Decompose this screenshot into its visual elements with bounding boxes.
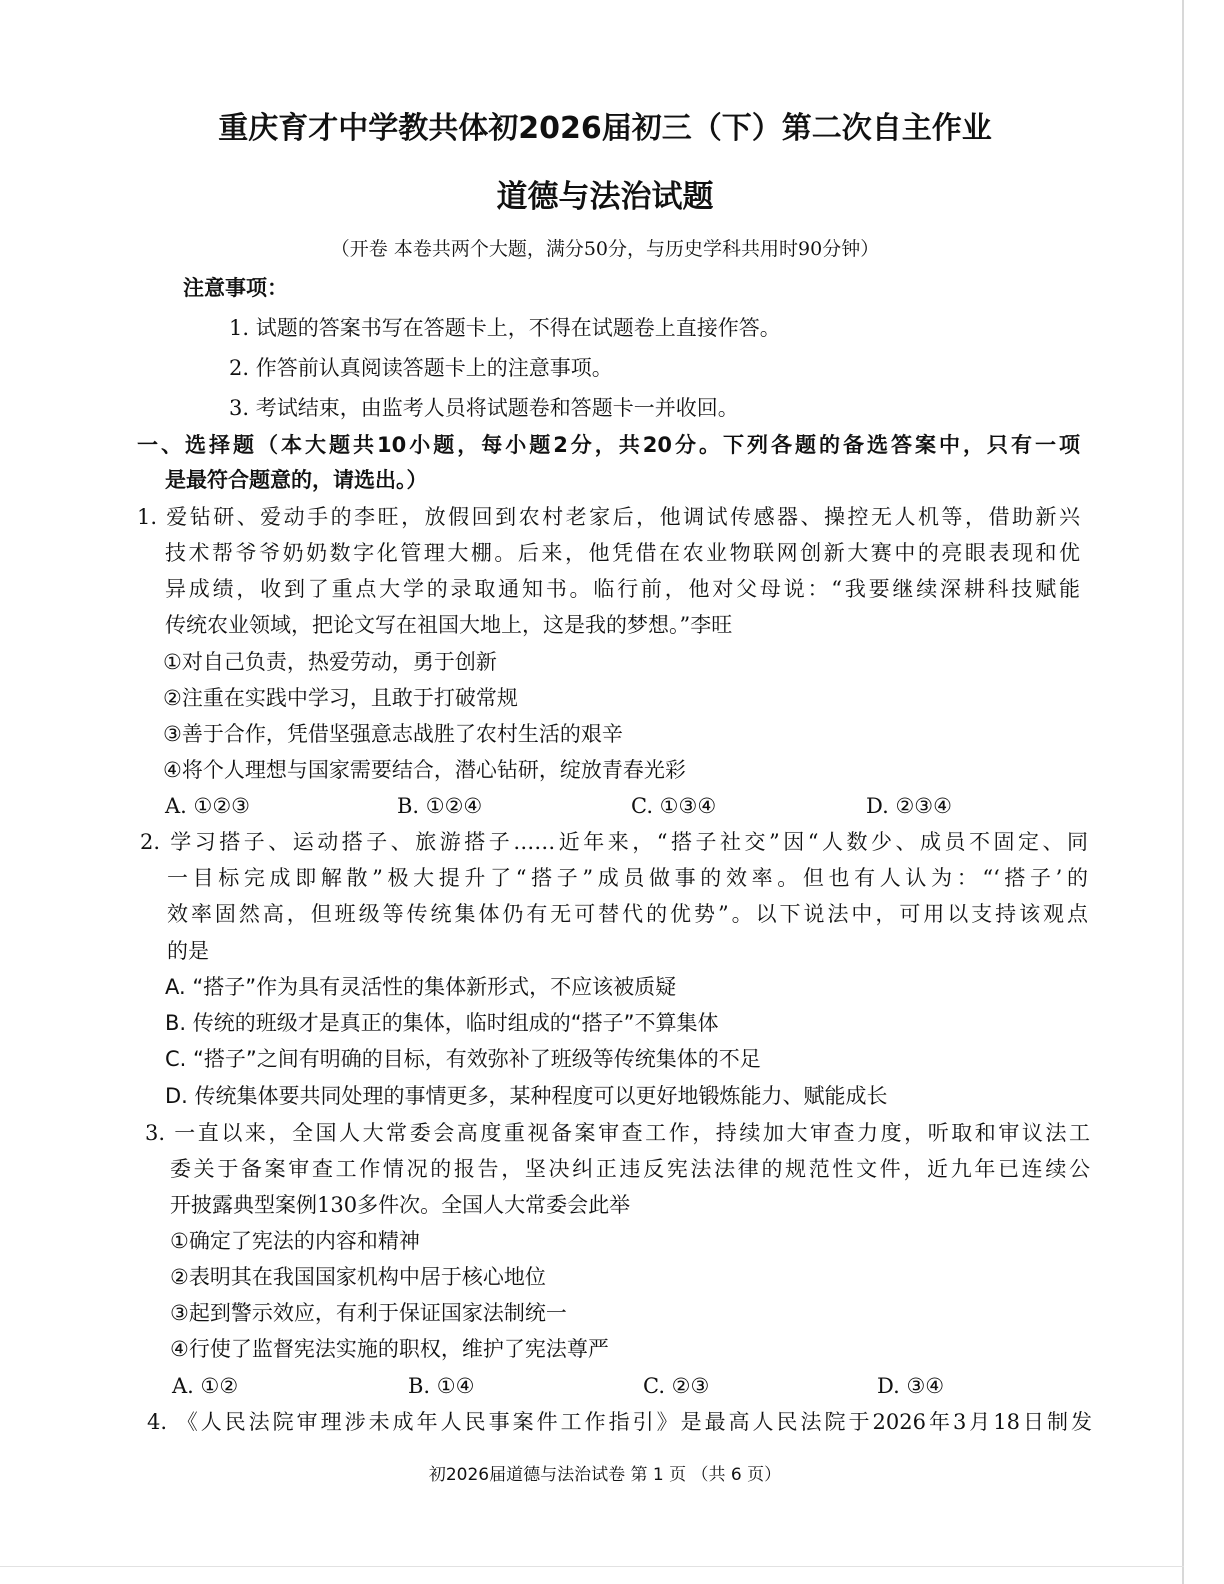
q3-stem-line3: 开披露典型案例130多件次。全国人大常委会此举: [170, 1193, 631, 1217]
exam-info: （开卷 本卷共两个大题，满分50分，与历史学科共用时90分钟）: [330, 238, 880, 260]
q2-stem-line1: 2. 学习搭子、运动搭子、旅游搭子……近年来，“搭子社交”因“人数少、成员不固定、同: [140, 830, 1088, 854]
q1-stem-line2: 技术帮爷爷奶奶数字化管理大棚。后来，他凭借在农业物联网创新大赛中的亮眼表现和优: [165, 541, 1080, 565]
page-footer: 初2026届道德与法治试卷 第 1 页 （共 6 页）: [428, 1465, 782, 1485]
q1-stem-line3: 异成绩，收到了重点大学的录取通知书。临行前，他对父母说：“我要继续深耕科技赋能: [165, 577, 1080, 601]
q2-option-b: B. 传统的班级才是真正的集体，临时组成的“搭子”不算集体: [165, 1011, 719, 1035]
q2-stem-line4: 的是: [167, 939, 209, 963]
notes-heading: 注意事项：: [183, 276, 288, 300]
q1-stem-line4: 传统农业领域，把论文写在祖国大地上，这是我的梦想。”李旺: [165, 613, 733, 637]
q2-option-c: C. “搭子”之间有明确的目标，有效弥补了班级等传统集体的不足: [165, 1047, 761, 1071]
q3-stem-line2: 委关于备案审查工作情况的报告，坚决纠正违反宪法法律的规范性文件，近九年已连续公: [170, 1157, 1090, 1181]
q3-item-2: ②表明其在我国国家机构中居于核心地位: [170, 1265, 546, 1289]
q1-option-a: A. ①②③: [165, 794, 250, 818]
q1-option-d: D. ②③④: [866, 794, 952, 818]
q4-stem-line1: 4. 《人民法院审理涉未成年人民事案件工作指引》是最高人民法院于2026年3月18日制发: [147, 1410, 1092, 1434]
q3-item-3: ③起到警示效应，有利于保证国家法制统一: [170, 1301, 567, 1325]
q1-option-c: C. ①③④: [631, 794, 717, 818]
q2-option-a: A. “搭子”作为具有灵活性的集体新形式，不应该被质疑: [165, 975, 677, 999]
exam-title: 重庆育才中学教共体初2026届初三（下）第二次自主作业: [218, 111, 992, 146]
q2-stem-line2: 一目标完成即解散”极大提升了“搭子”成员做事的效率。但也有人认为：“‘搭子’的: [167, 866, 1088, 890]
page-edge-bottom: [0, 1566, 1184, 1567]
q1-stem-line1: 1. 爱钻研、爱动手的李旺，放假回到农村老家后，他调试传感器、操控无人机等，借助新兴: [137, 505, 1080, 529]
exam-subtitle: 道德与法治试题: [496, 179, 714, 215]
q2-stem-line3: 效率固然高，但班级等传统集体仍有无可替代的优势”。以下说法中，可用以支持该观点: [167, 902, 1088, 926]
q3-option-d: D. ③④: [877, 1374, 945, 1398]
q3-item-1: ①确定了宪法的内容和精神: [170, 1229, 420, 1253]
section1-heading-line1: 一、选择题（本大题共10小题，每小题2分，共20分。下列各题的备选答案中，只有一项: [137, 433, 1080, 457]
q1-item-3: ③善于合作，凭借坚强意志战胜了农村生活的艰辛: [163, 722, 623, 746]
note-item-3: 3. 考试结束，由监考人员将试题卷和答题卡一并收回。: [229, 396, 739, 420]
note-item-2: 2. 作答前认真阅读答题卡上的注意事项。: [229, 356, 613, 380]
q3-option-b: B. ①④: [408, 1374, 475, 1398]
q3-option-c: C. ②③: [643, 1374, 710, 1398]
q1-item-4: ④将个人理想与国家需要结合，潜心钻研，绽放青春光彩: [163, 758, 686, 782]
section1-heading-line2: 是最符合题意的，请选出。）: [165, 468, 428, 492]
q3-item-4: ④行使了监督宪法实施的职权，维护了宪法尊严: [170, 1337, 609, 1361]
q1-option-b: B. ①②④: [397, 794, 483, 818]
q1-item-1: ①对自己负责，热爱劳动，勇于创新: [163, 650, 497, 674]
q3-option-a: A. ①②: [172, 1374, 239, 1398]
q2-option-d: D. 传统集体要共同处理的事情更多，某种程度可以更好地锻炼能力、赋能成长: [165, 1084, 888, 1108]
q1-item-2: ②注重在实践中学习，且敢于打破常规: [163, 686, 518, 710]
q3-stem-line1: 3. 一直以来，全国人大常委会高度重视备案审查工作，持续加大审查力度，听取和审议法工: [145, 1121, 1090, 1145]
note-item-1: 1. 试题的答案书写在答题卡上，不得在试题卷上直接作答。: [229, 316, 781, 340]
